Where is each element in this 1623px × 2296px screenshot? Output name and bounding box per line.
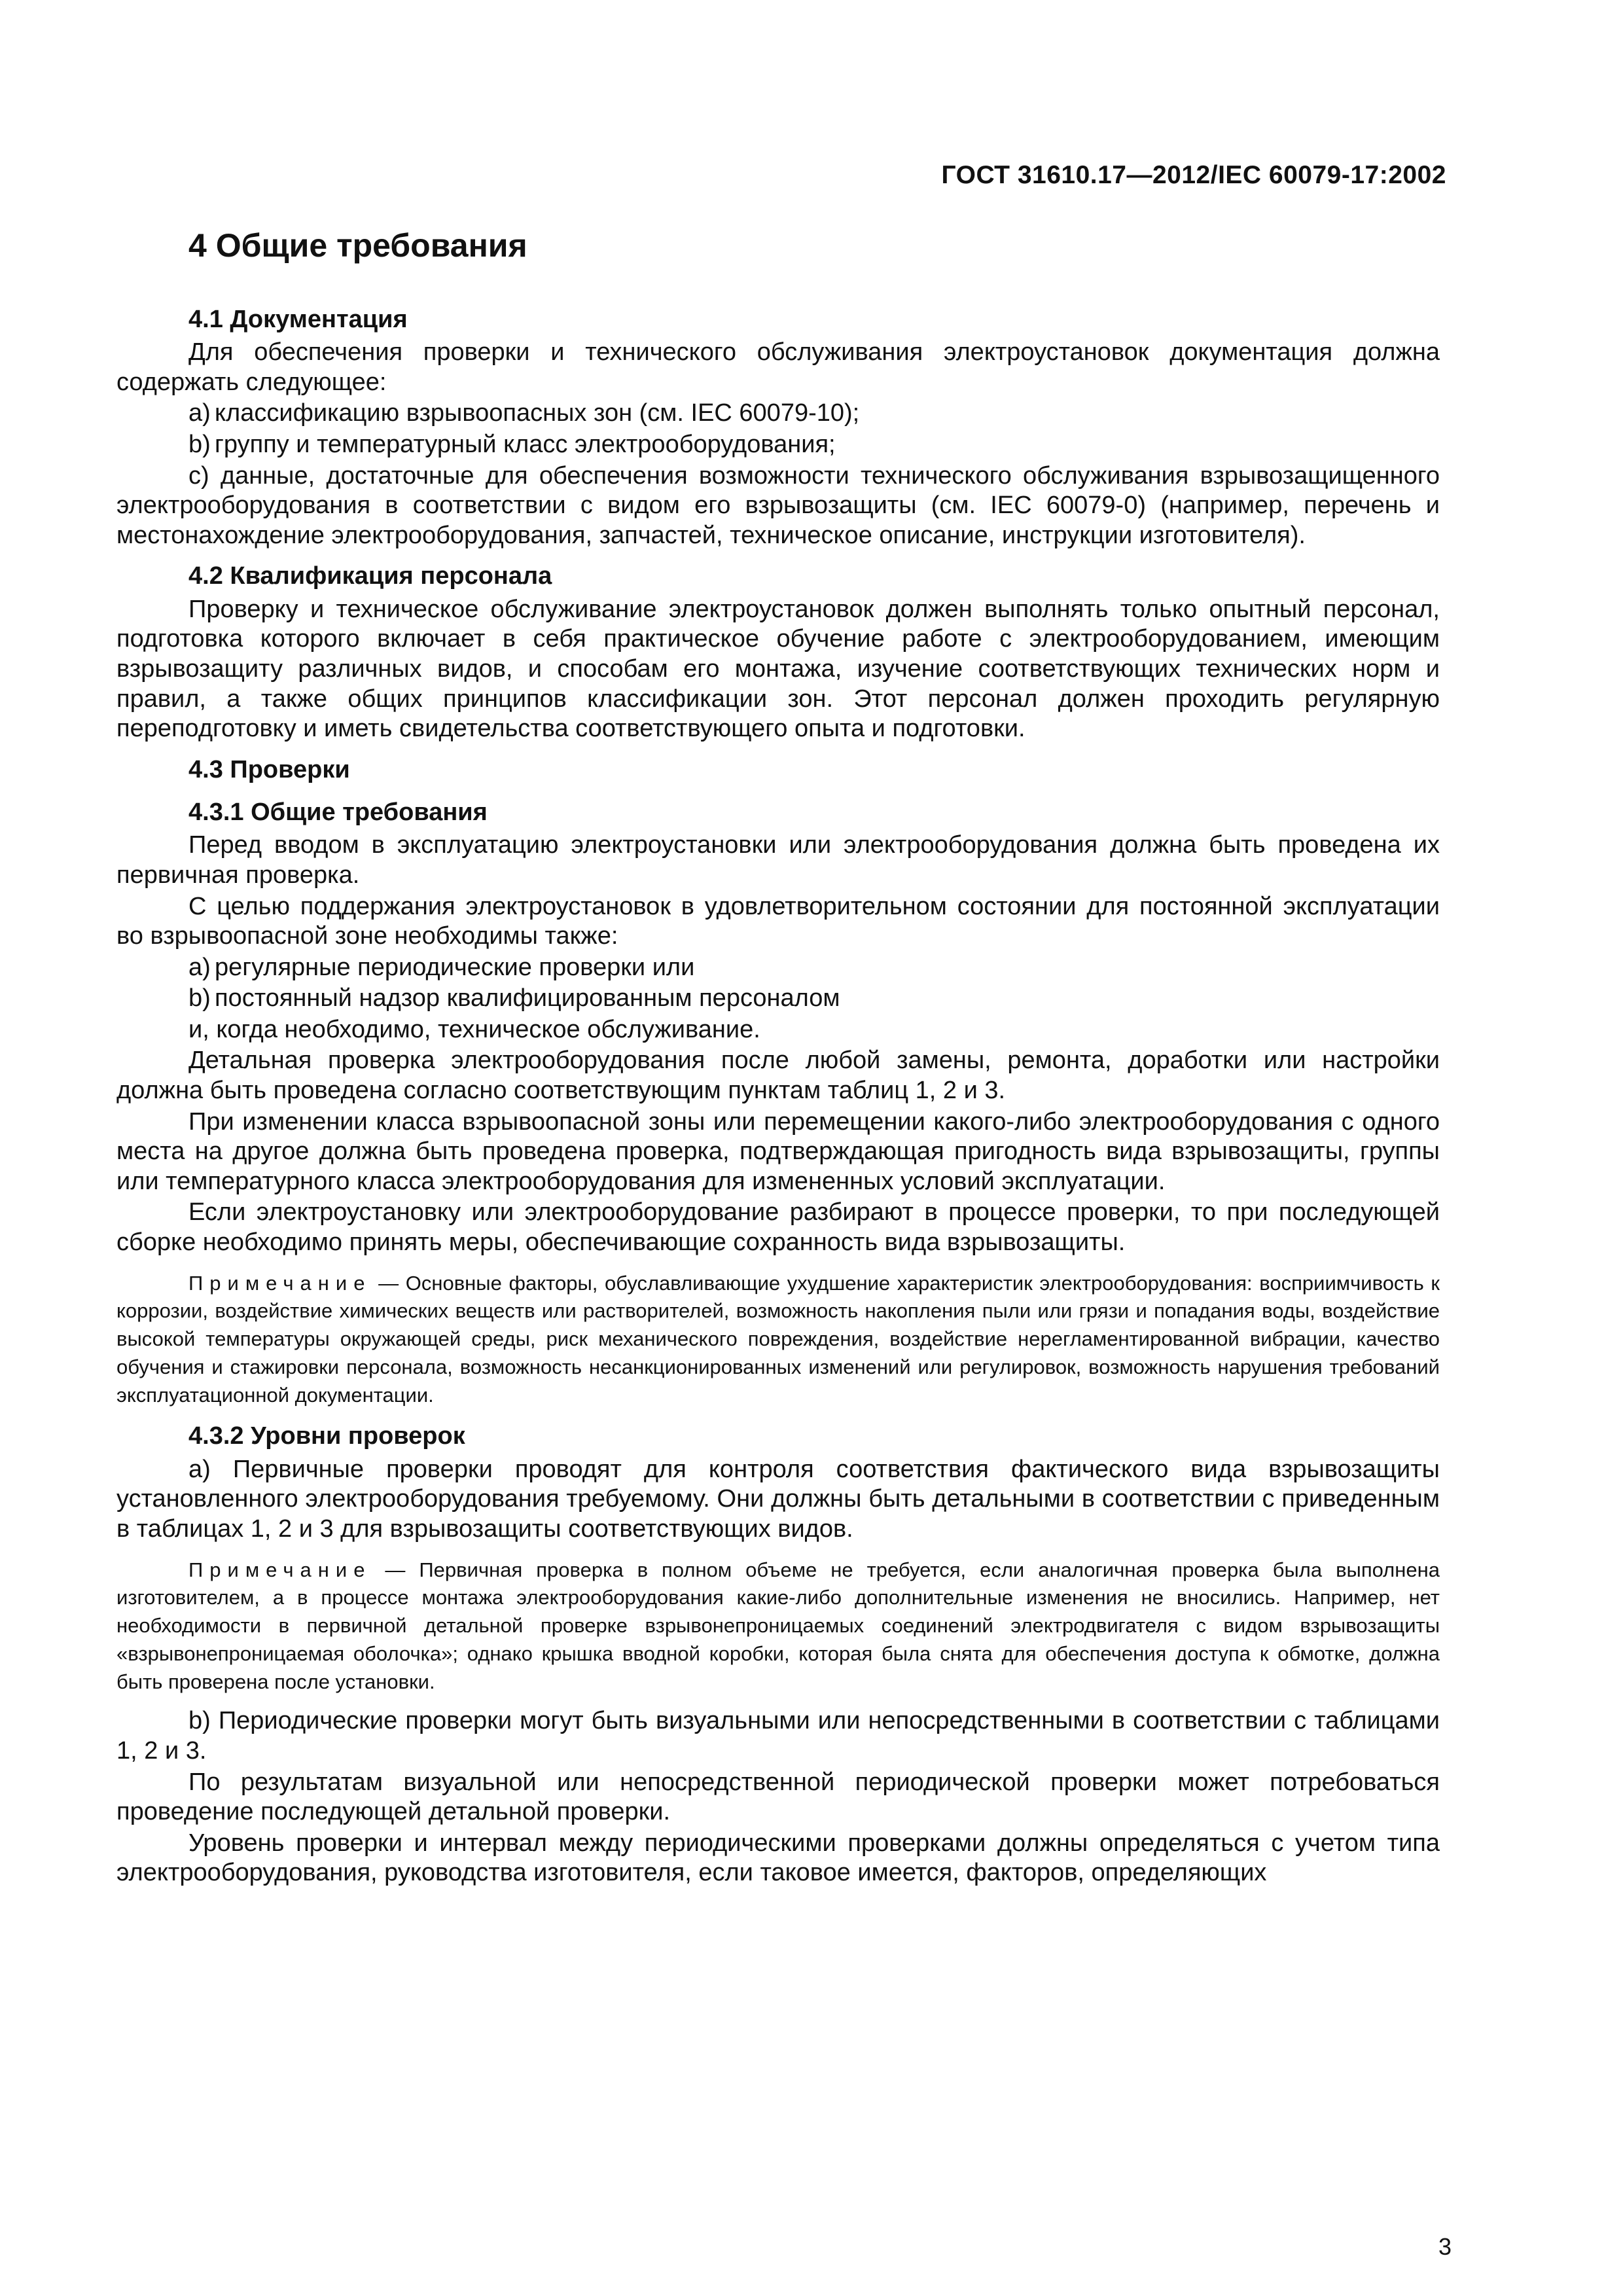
document-body — [116, 226, 1440, 1890]
list-item-text: постоянный надзор квалифицированным персоналом — [215, 984, 840, 1013]
page-number: 3 — [1438, 2233, 1452, 2260]
list-item-text: группу и температурный класс электрооборудования; — [215, 431, 836, 459]
paragraph: b) Периодические проверки могут быть визуальными или непосредственными в соответствии с таблицами 1, 2 и 3. — [116, 1707, 1440, 1765]
section-4-3-2-heading: 4.3.2 Уровни проверок — [188, 1422, 465, 1450]
paragraph: Перед вводом в эксплуатацию электроустановки или электрооборудования должна быть проведена их первичная проверка. — [116, 831, 1440, 889]
list-item — [188, 430, 1440, 460]
note-label: Примечание — [188, 1558, 372, 1581]
paragraph: С целью поддержания электроустановок в удовлетворительном состоянии для постоянной эксплуатации во взрывоопасной зоне необходимы также: — [116, 892, 1440, 950]
note — [116, 1556, 1440, 1696]
paragraph: При изменении класса взрывоопасной зоны или перемещении какого-либо электрооборудования с одного места на другое должна быть проведена проверка, подтверждающая пригодность вида взрывозащиты, группы или температурного класса электрооборудования для измененных условий эксплуатации. — [116, 1107, 1440, 1195]
list-marker: a) — [188, 399, 211, 427]
note-label: Примечание — [188, 1271, 372, 1295]
list-item — [188, 984, 1440, 1014]
section-4-3-heading: 4.3 Проверки — [188, 755, 350, 783]
list-item-c — [116, 461, 1440, 551]
paragraph: Уровень проверки и интервал между периодическими проверками должны определяться с учетом типа электрооборудования, руководства изготовителя, если таковое имеется, факторов, определяющих — [116, 1829, 1440, 1887]
list-marker: a) — [188, 953, 211, 981]
paragraph: Если электроустановку или электрооборудование разбирают в процессе проверки, то при последующей сборке необходимо принять меры, обеспечивающие сохранность вида взрывозащиты. — [116, 1198, 1440, 1257]
paragraph: a) Первичные проверки проводят для контроля соответствия фактического вида взрывозащиты установленного электрооборудования требуемому. Они должны быть детальными в соответствии с приведенным в таблицах 1, 2 и 3 для взрывозащиты соответствующих видов. — [116, 1455, 1440, 1543]
section-4-3-1-heading: 4.3.1 Общие требования — [188, 798, 488, 827]
paragraph: Проверку и техническое обслуживание электроустановок должен выполнять только опытный персонал, подготовка которого включает в себя практическое обучение работе с электрооборудованием, имеющим взрывозащиту различных видов, и способам его монтажа, изучение соответствующих технических норм и правил, а также общих принципов классификации зон. Этот персонал должен проходить регулярную переподготовку и иметь свидетельства соответствующего опыта и подготовки. — [116, 595, 1440, 743]
section-4-1-heading: 4.1 Документация — [188, 306, 408, 333]
section-4-2-heading: 4.2 Квалификация персонала — [188, 562, 552, 590]
list-item — [188, 953, 1440, 983]
list-marker: c) — [188, 461, 209, 490]
list-item-text: регулярные периодические проверки или — [215, 953, 695, 981]
list-marker: b) — [188, 431, 211, 459]
list-item-text: классификацию взрывоопасных зон (см. IEC 60079-10); — [215, 399, 860, 427]
list-item-text: данные, достаточные для обеспечения возможности технического обслуживания взрывозащищенного электрооборудования в соответствии с видом его взрывозащиты (см. IEC 60079-0) (например, перечень и местонахождение электрооборудования, запчастей, техническое описание, инструкции изготовителя). — [116, 461, 1440, 549]
list-marker: b) — [188, 984, 211, 1013]
note — [116, 1270, 1440, 1410]
document-code-header: ГОСТ 31610.17—2012/IEC 60079-17:2002 — [941, 161, 1446, 189]
section-4-heading: 4 Общие требования — [188, 227, 527, 264]
list-item — [188, 399, 1440, 429]
note-text: — Первичная проверка в полном объеме не требуется, если аналогичная проверка была выполнена изготовителем, а в процессе монтажа электрооборудования какие-либо дополнительные изменения не вносились. Например, нет необходимости в первичной детальной проверке взрывонепроницаемых соединений электродвигателя с видом взрывозащиты «взрывонепроницаемая оболочка»; однако крышка вводной коробки, которая была снята для обеспечения доступа к обмотке, должна быть проверена после установки. — [116, 1558, 1440, 1693]
paragraph: По результатам визуальной или непосредственной периодической проверки может потребоваться проведение последующей детальной проверки. — [116, 1768, 1440, 1826]
paragraph: Детальная проверка электрооборудования после любой замены, ремонта, доработки или настройки должна быть проведена согласно соответствующим пунктам таблиц 1, 2 и 3. — [116, 1047, 1440, 1105]
paragraph: и, когда необходимо, техническое обслуживание. — [188, 1015, 760, 1043]
paragraph: Для обеспечения проверки и технического обслуживания электроустановок документация должна содержать следующее: — [116, 338, 1440, 396]
note-text: — Основные факторы, обуславливающие ухудшение характеристик электрооборудования: восприимчивость к коррозии, воздействие химических веществ или растворителей, возможность накопления пыли или грязи и попадания воды, воздействие высокой температуры окружающей среды, риск механического повреждения, воздействие нерегламентированной вибрации, качество обучения и стажировки персонала, возможность несанкционированных изменений или регулировок, возможность нарушения требований эксплуатационной документации. — [116, 1271, 1440, 1407]
